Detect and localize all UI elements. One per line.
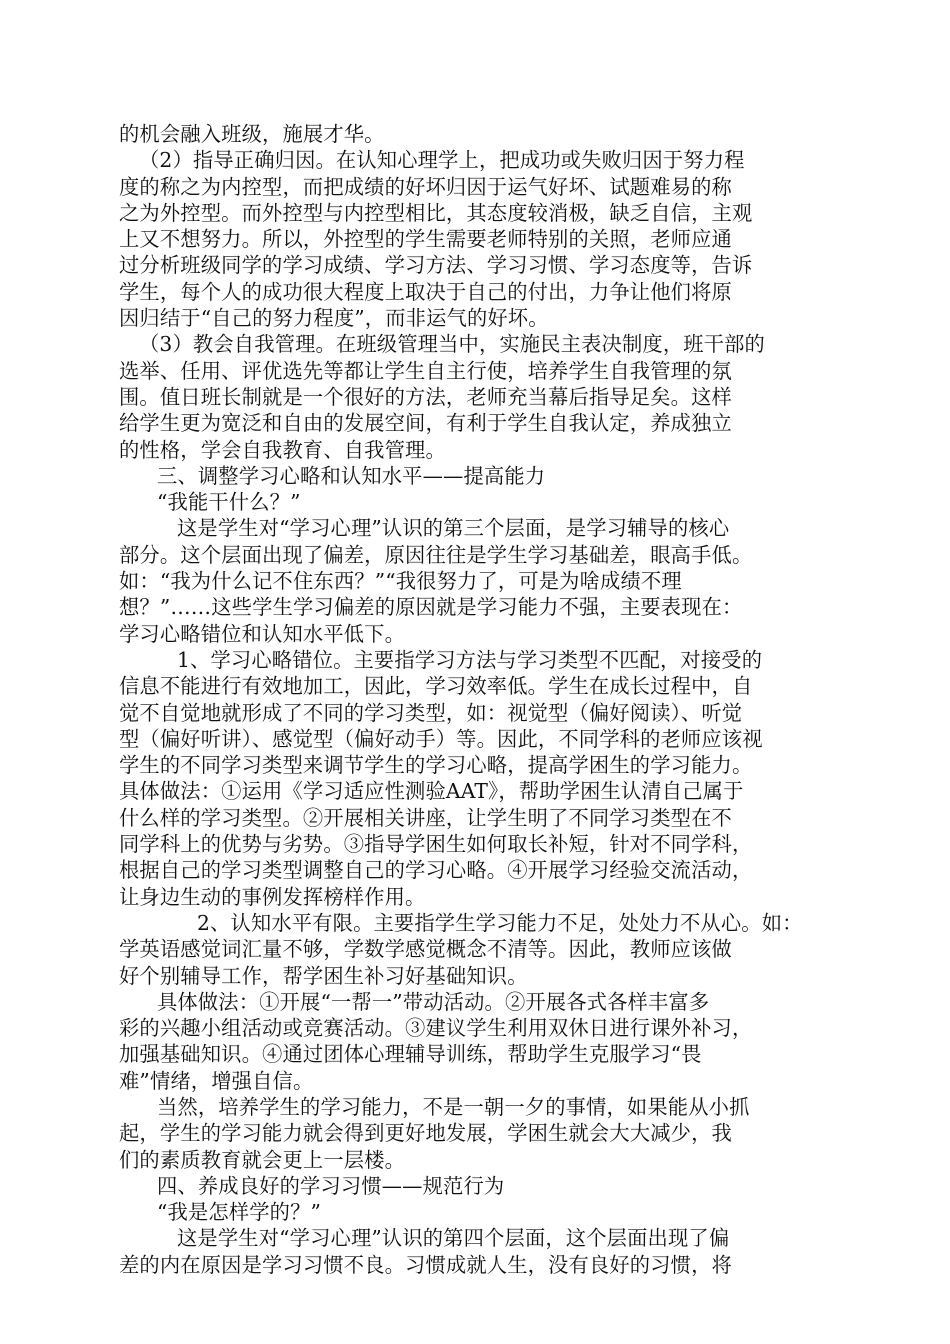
- text-line: 上又不想努力。所以，外控型的学生需要老师特别的关照，老师应通: [119, 227, 732, 252]
- section-question: “我是怎样学的？”: [157, 1200, 322, 1225]
- text-line: 围。值日班长制就是一个很好的方法，老师充当幕后指导足矣。这样: [119, 384, 732, 409]
- text-line: 加强基础知识。④通过团体心理辅导训练，帮助学生克服学习“畏: [119, 1042, 702, 1067]
- text-line: 让身边生动的事例发挥榜样作用。: [119, 884, 426, 909]
- text-line: 彩的兴趣小组活动或竞赛活动。③建议学生利用双休日进行课外补习，: [119, 1016, 753, 1041]
- text-line: 学英语感觉词汇量不够，学数学感觉概念不清等。因此，教师应该做: [119, 937, 732, 962]
- text-line: 度的称之为内控型，而把成绩的好坏归因于运气好坏、试题难易的称: [119, 174, 732, 199]
- paragraph-start-line: 2、认知水平有限。主要指学生学习能力不足，处处力不从心。如：: [197, 910, 803, 935]
- paragraph-start-line: （3）教会自我管理。在班级管理当中，实施民主表决制度，班干部的: [139, 332, 765, 357]
- paragraph-start-line: 1、学习心略错位。主要指学习方法与学习类型不匹配，对接受的: [177, 647, 763, 672]
- text-line: 之为外控型。而外控型与内控型相比，其态度较消极，缺乏自信，主观: [119, 200, 753, 225]
- text-line: 信息不能进行有效地加工，因此，学习效率低。学生在成长过程中，自: [119, 674, 753, 699]
- text-line: 根据自己的学习类型调整自己的学习心略。④开展学习经验交流活动，: [119, 858, 753, 883]
- text-line: 部分。这个层面出现了偏差，原因往往是学生学习基础差，眼高手低。: [119, 542, 753, 567]
- text-line: 给学生更为宽泛和自由的发展空间，有利于学生自我认定，养成独立: [119, 411, 732, 436]
- document-body: [119, 121, 819, 1278]
- text-line: 如：“我为什么记不住东西？”“我很努力了，可是为啥成绩不理: [119, 569, 682, 594]
- text-line: 学习心略错位和认知水平低下。: [119, 621, 406, 646]
- text-line: 因归结于“自己的努力程度”，而非运气的好坏。: [119, 306, 549, 331]
- text-line: 好个别辅导工作，帮学困生补习好基础知识。: [119, 963, 528, 988]
- text-line: 的性格，学会自我教育、自我管理。: [119, 437, 446, 462]
- text-line: 想？”……这些学生学习偏差的原因就是学习能力不强，主要表现在：: [119, 595, 743, 620]
- text-line: 们的素质教育就会更上一层楼。: [119, 1147, 406, 1172]
- text-line: 过分析班级同学的学习成绩、学习方法、学习习惯、学习态度等，告诉: [119, 253, 753, 278]
- section-heading: 三、调整学习心略和认知水平——提高能力: [157, 463, 546, 488]
- paragraph-start-line: 具体做法：①开展“一帮一”带动活动。②开展各式各样丰富多: [157, 989, 710, 1014]
- text-line: 型（偏好听讲）、感觉型（偏好动手）等。因此，不同学科的老师应该视: [119, 726, 763, 751]
- text-line: 学生的不同学习类型来调节学生的学习心略，提高学困生的学习能力。: [119, 753, 753, 778]
- section-question: “我能干什么？”: [157, 490, 301, 515]
- text-line: 具体做法：①运用《学习适应性测验AAT》，帮助学困生认清自己属于: [119, 779, 744, 804]
- text-line: 难”情绪，增强自信。: [119, 1068, 314, 1093]
- paragraph-start-line: 这是学生对“学习心理”认识的第三个层面，是学习辅导的核心: [177, 516, 730, 541]
- paragraph-start-line: （2）指导正确归因。在认知心理学上，把成功或失败归因于努力程: [139, 148, 745, 173]
- section-heading: 四、养成良好的学习习惯——规范行为: [157, 1173, 505, 1198]
- paragraph-start-line: 这是学生对“学习心理”认识的第四个层面，这个层面出现了偏: [177, 1226, 730, 1251]
- text-line: 选举、任用、评优选先等都让学生自主行使，培养学生自我管理的氛: [119, 358, 732, 383]
- text-line: 学生，每个人的成功很大程度上取决于自己的付出，力争让他们将原: [119, 279, 732, 304]
- text-line: 什么样的学习类型。②开展相关讲座，让学生明了不同学习类型在不: [119, 805, 732, 830]
- text-line: 起，学生的学习能力就会得到更好地发展，学困生就会大大减少，我: [119, 1121, 732, 1146]
- text-line: 同学科上的优势与劣势。③指导学困生如何取长补短，针对不同学科，: [119, 832, 753, 857]
- text-line: 的机会融入班级，施展才华。: [119, 122, 385, 146]
- text-line: 觉不自觉地就形成了不同的学习类型，如：视觉型（偏好阅读）、听觉: [119, 700, 743, 725]
- paragraph-start-line: 当然，培养学生的学习能力，不是一朝一夕的事情，如果能从小抓: [157, 1094, 750, 1119]
- text-line: 差的内在原因是学习习惯不良。习惯成就人生，没有良好的习惯，将: [119, 1252, 732, 1277]
